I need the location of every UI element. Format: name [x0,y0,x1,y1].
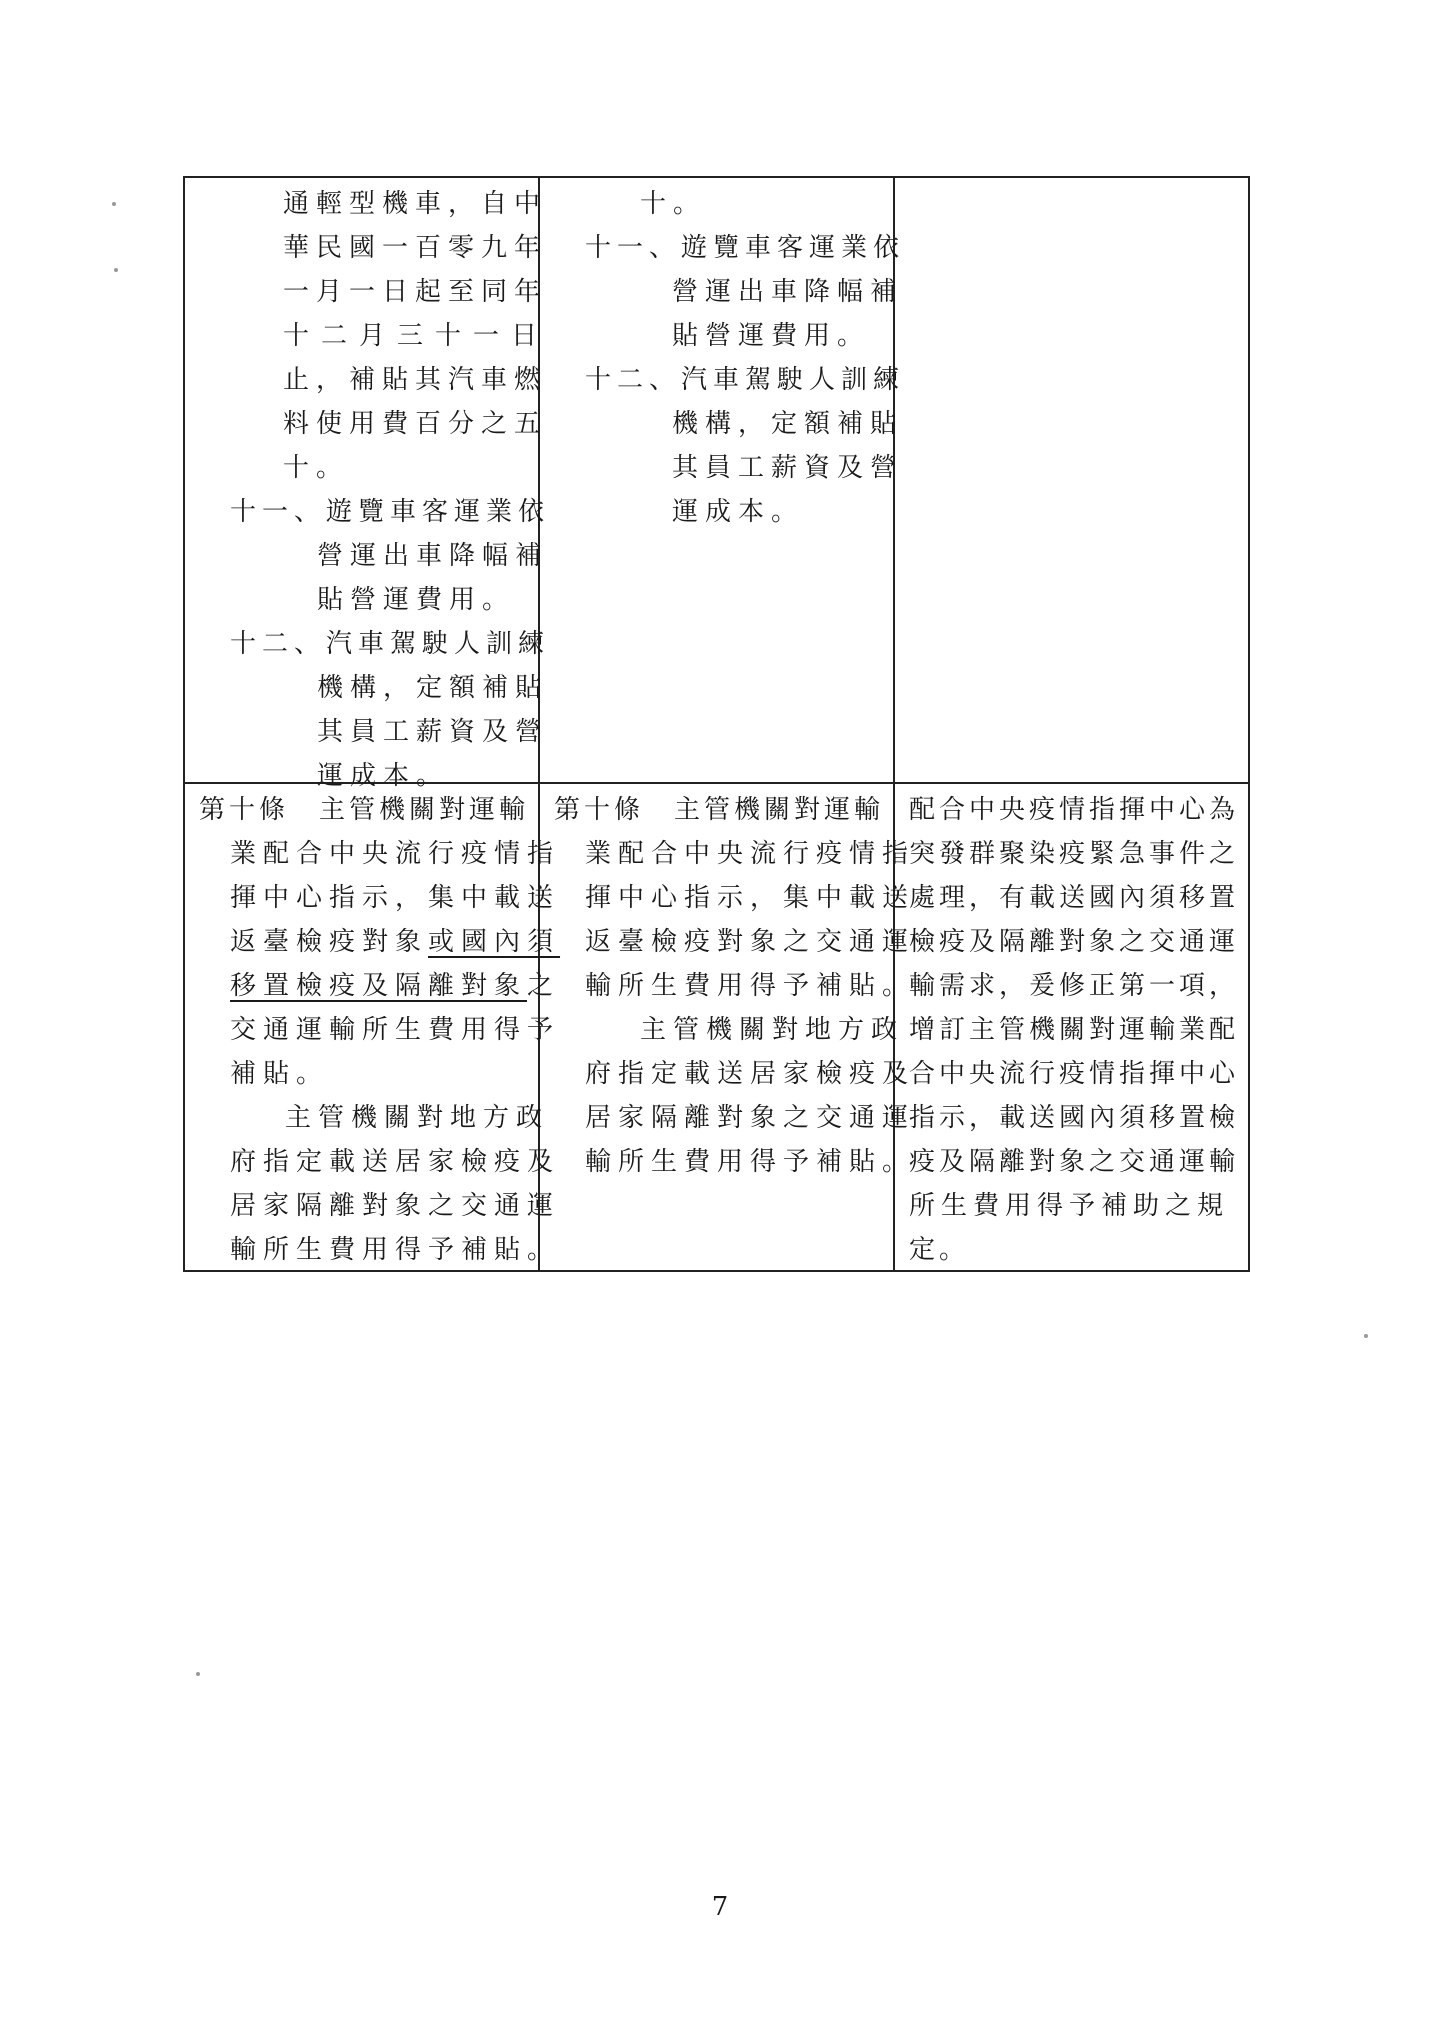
scan-speck [112,202,116,206]
explanation-cell [895,784,1248,1270]
text-line: 十二月三十一日 [283,321,550,351]
text-line: 揮中心指示，集中載送 [585,883,916,913]
explanation-cell [895,178,1248,782]
underlined-amendment: 移置檢疫及隔離對象 [230,971,528,1001]
text-line: 貼營運費用。 [317,585,516,615]
text-line: 業配合中央流行疫情指 [230,839,561,869]
text-line: 機構，定額補貼 [672,409,904,439]
text-line: 機構，定額補貼 [317,673,549,703]
text-line [230,964,560,1008]
text-line: 疫及隔離對象之交通運輸 [909,1147,1240,1177]
scan-speck [114,268,118,272]
text-line: 其員工薪資及營 [317,717,549,747]
text-line: 運成本。 [317,761,450,791]
text-line: 十二、汽車駕駛人訓練 [230,629,551,659]
text-line: 所生費用得予補助之規 [909,1191,1230,1221]
text-line: 華民國一百零九年 [283,233,548,263]
text-line: 第十條 主管機關對運輸 [199,795,530,825]
text-line: 業配合中央流行疫情指 [585,839,916,869]
text-line: 揮中心指示，集中載送 [230,883,561,913]
text-line: 處理，有載送國內須移置 [909,883,1240,913]
page-number: 7 [711,1892,729,1922]
text-line: 主管機關對地方政 [640,1015,905,1045]
text-line: 檢疫及隔離對象之交通運 [909,927,1240,957]
text-segment: 返臺檢疫對象 [230,927,429,957]
text-line: 交通運輸所生費用得予 [230,1015,561,1045]
text-line: 補貼。 [230,1059,330,1089]
text-line: 合中央流行疫情指揮中心 [909,1059,1240,1089]
text-line: 十一、遊覽車客運業依 [230,497,551,527]
text-line: 輸所生費用得予補貼。 [230,1235,561,1265]
text-line: 輸需求，爰修正第一項， [909,971,1240,1001]
text-line: 突發群聚染疫緊急事件之 [909,839,1240,869]
amended-text-cell [185,784,561,1270]
current-text-cell [540,784,916,1270]
text-line: 配合中央疫情指揮中心為 [909,795,1240,825]
text-line: 十二、汽車駕駛人訓練 [585,365,906,395]
text-line: 第十條 主管機關對運輸 [554,795,885,825]
text-line: 主管機關對地方政 [285,1103,550,1133]
text-line: 十。 [640,189,707,219]
text-line: 料使用費百分之五 [283,409,548,439]
text-line: 營運出車降幅補 [672,277,904,307]
text-line: 居家隔離對象之交通運 [585,1103,916,1133]
text-segment: 之 [527,971,561,1001]
text-line: 輸所生費用得予補貼。 [585,1147,916,1177]
scan-speck [1364,1334,1368,1338]
text-line: 增訂主管機關對運輸業配 [909,1015,1240,1045]
text-line: 止，補貼其汽車燃 [283,365,548,395]
text-line: 府指定載送居家檢疫及 [585,1059,916,1089]
current-text-cell [540,178,906,782]
text-line: 通輕型機車，自中 [283,189,548,219]
amended-text-cell [185,178,551,791]
text-line: 輸所生費用得予補貼。 [585,971,916,1001]
text-line: 其員工薪資及營 [672,453,904,483]
table-row [185,178,1248,791]
text-line: 營運出車降幅補 [317,541,549,571]
text-line: 一月一日起至同年 [283,277,548,307]
text-line [230,920,560,964]
text-line: 十。 [283,453,350,483]
text-line: 指示，載送國內須移置檢 [909,1103,1240,1133]
text-line: 運成本。 [672,497,805,527]
text-line: 居家隔離對象之交通運 [230,1191,561,1221]
text-line: 貼營運費用。 [672,321,871,351]
table-row [185,782,1248,1270]
text-line: 十一、遊覽車客運業依 [585,233,906,263]
text-line: 定。 [909,1235,970,1265]
comparison-table [183,176,1250,1272]
underlined-amendment: 或國內須 [428,927,561,957]
scan-speck [196,1672,200,1676]
text-line: 府指定載送居家檢疫及 [230,1147,561,1177]
text-line: 返臺檢疫對象之交通運 [585,927,916,957]
